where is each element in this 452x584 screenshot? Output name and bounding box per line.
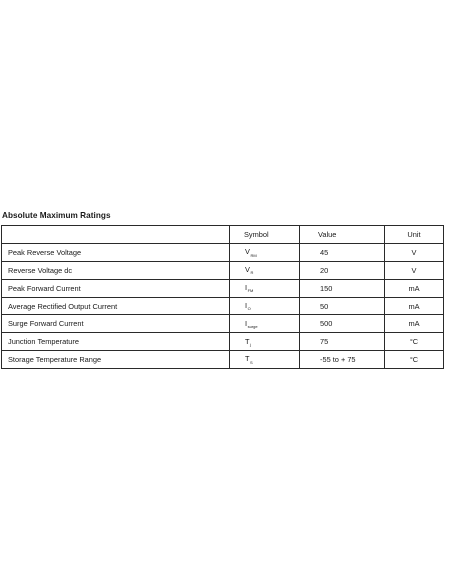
value-cell: 45 bbox=[300, 243, 385, 261]
table-header-row bbox=[2, 226, 444, 244]
symbol-cell bbox=[230, 351, 300, 369]
symbol-main: I bbox=[245, 300, 248, 310]
symbol-main: I bbox=[245, 318, 248, 328]
table-row bbox=[2, 243, 444, 261]
unit-cell: V bbox=[385, 243, 444, 261]
symbol-main: V bbox=[245, 247, 250, 257]
header-symbol: Symbol bbox=[230, 226, 300, 244]
unit-cell: mA bbox=[385, 279, 444, 297]
unit-cell: mA bbox=[385, 315, 444, 333]
symbol-cell bbox=[230, 297, 300, 315]
unit-cell: V bbox=[385, 261, 444, 279]
parameter-cell: Average Rectified Output Current bbox=[2, 297, 230, 315]
parameter-cell: Peak Forward Current bbox=[2, 279, 230, 297]
header-parameter bbox=[2, 226, 230, 244]
header-unit: Unit bbox=[385, 226, 444, 244]
symbol-cell bbox=[230, 315, 300, 333]
symbol-subscript: surge bbox=[247, 324, 258, 330]
unit-cell: °C bbox=[385, 333, 444, 351]
symbol-subscript: O bbox=[247, 306, 251, 312]
unit-cell: mA bbox=[385, 297, 444, 315]
parameter-cell: Surge Forward Current bbox=[2, 315, 230, 333]
section-title: Absolute Maximum Ratings bbox=[2, 211, 111, 220]
value-cell: 500 bbox=[300, 315, 385, 333]
symbol-subscript: S bbox=[250, 359, 253, 365]
symbol-main: I bbox=[245, 282, 248, 292]
ratings-table bbox=[1, 225, 444, 369]
unit-cell: °C bbox=[385, 351, 444, 369]
parameter-cell: Junction Temperature bbox=[2, 333, 230, 351]
parameter-cell: Peak Reverse Voltage bbox=[2, 243, 230, 261]
symbol-cell bbox=[230, 243, 300, 261]
parameter-cell: Reverse Voltage dc bbox=[2, 261, 230, 279]
symbol-subscript: j bbox=[250, 342, 251, 348]
value-cell: 20 bbox=[300, 261, 385, 279]
parameter-cell: Storage Temperature Range bbox=[2, 351, 230, 369]
symbol-main: T bbox=[245, 336, 250, 346]
symbol-subscript: RM bbox=[250, 252, 257, 258]
value-cell: -55 to + 75 bbox=[300, 351, 385, 369]
symbol-cell bbox=[230, 333, 300, 351]
symbol-cell bbox=[230, 261, 300, 279]
table-row bbox=[2, 279, 444, 297]
table-row bbox=[2, 333, 444, 351]
symbol-main: V bbox=[245, 264, 250, 274]
table-row bbox=[2, 297, 444, 315]
symbol-subscript: FM bbox=[247, 288, 254, 294]
table-row bbox=[2, 351, 444, 369]
value-cell: 75 bbox=[300, 333, 385, 351]
symbol-subscript: R bbox=[250, 270, 254, 276]
header-value: Value bbox=[300, 226, 385, 244]
symbol-cell bbox=[230, 279, 300, 297]
value-cell: 50 bbox=[300, 297, 385, 315]
value-cell: 150 bbox=[300, 279, 385, 297]
symbol-main: T bbox=[245, 354, 250, 364]
table-row bbox=[2, 315, 444, 333]
table-row bbox=[2, 261, 444, 279]
